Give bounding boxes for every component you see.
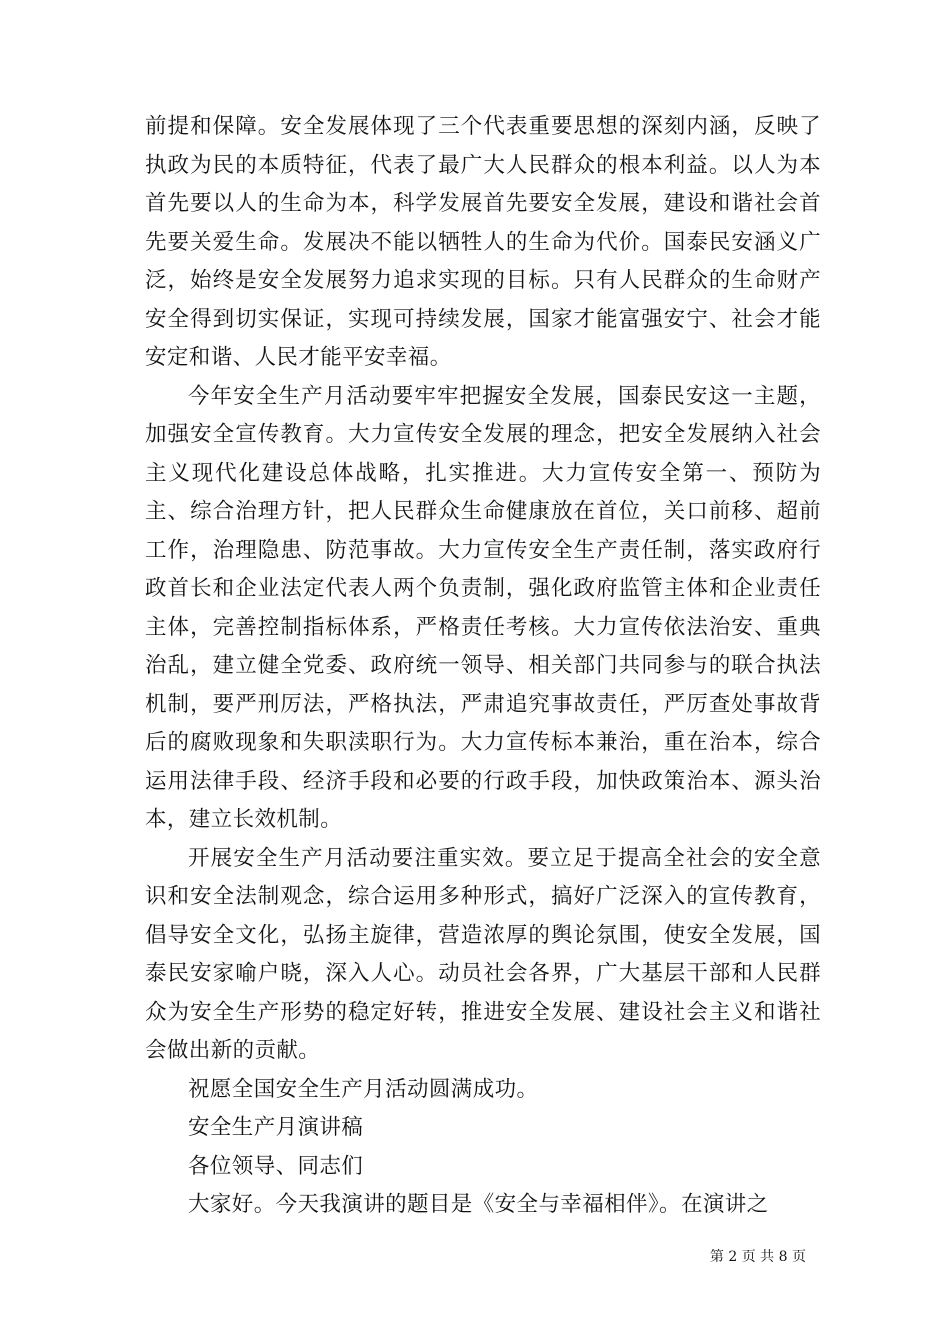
body-text <box>145 108 821 1225</box>
page-number: 第 2 页 共 8 页 <box>709 1249 806 1265</box>
speech-title: 安全生产月演讲稿 <box>188 1115 364 1140</box>
paragraph-1: 前提和保障。安全发展体现了三个代表重要思想的深刻内涵，反映了执政为民的本质特征，代表了最广大人民群众的根本利益。以人为本首先要以人的生命为本，科学发展首先要安全发展，建设和谐社会首先要关爱生命。发展决不能以牺牲人的生命为代价。国泰民安涵义广泛，始终是安全发展努力追求实现的目标。只有人民群众的生命财产安全得到切实保证，实现可持续发展，国家才能富强安宁、社会才能安定和谐、人民才能平安幸福。 <box>145 114 821 370</box>
paragraph-3: 开展安全生产月活动要注重实效。要立足于提高全社会的安全意识和安全法制观念，综合运用多种形式，搞好广泛深入的宣传教育，倡导安全文化，弘扬主旋律，营造浓厚的舆论氛围，使安全发展，国泰民安家喻户晓，深入人心。动员社会各界，广大基层干部和人民群众为安全生产形势的稳定好转，推进安全发展、建设社会主义和谐社会做出新的贡献。 <box>145 845 821 1063</box>
paragraph-7: 大家好。今天我演讲的题目是《安全与幸福相伴》。在演讲之 <box>188 1192 769 1217</box>
paragraph-4: 祝愿全国安全生产月活动圆满成功。 <box>188 1076 539 1102</box>
paragraph-2: 今年安全生产月活动要牢牢把握安全发展，国泰民安这一主题，加强安全宣传教育。大力宣传安全发展的理念，把安全发展纳入社会主义现代化建设总体战略，扎实推进。大力宣传安全第一、预防为主、综合治理方针，把人民群众生命健康放在首位，关口前移、超前工作，治理隐患、防范事故。大力宣传安全生产责任制，落实政府行政首长和企业法定代表人两个负责制，强化政府监管主体和企业责任主体，完善控制指标体系，严格责任考核。大力宣传依法治安、重典治乱，建立健全党委、政府统一领导、相关部门共同参与的联合执法机制，要严刑厉法，严格执法，严肃追究事故责任，严厉查处事故背后的腐败现象和失职渎职行为。大力宣传标本兼治，重在治本，综合运用法律手段、经济手段和必要的行政手段，加快政策治本、源头治本，建立长效机制。 <box>145 383 821 832</box>
salutation: 各位领导、同志们 <box>188 1153 364 1179</box>
